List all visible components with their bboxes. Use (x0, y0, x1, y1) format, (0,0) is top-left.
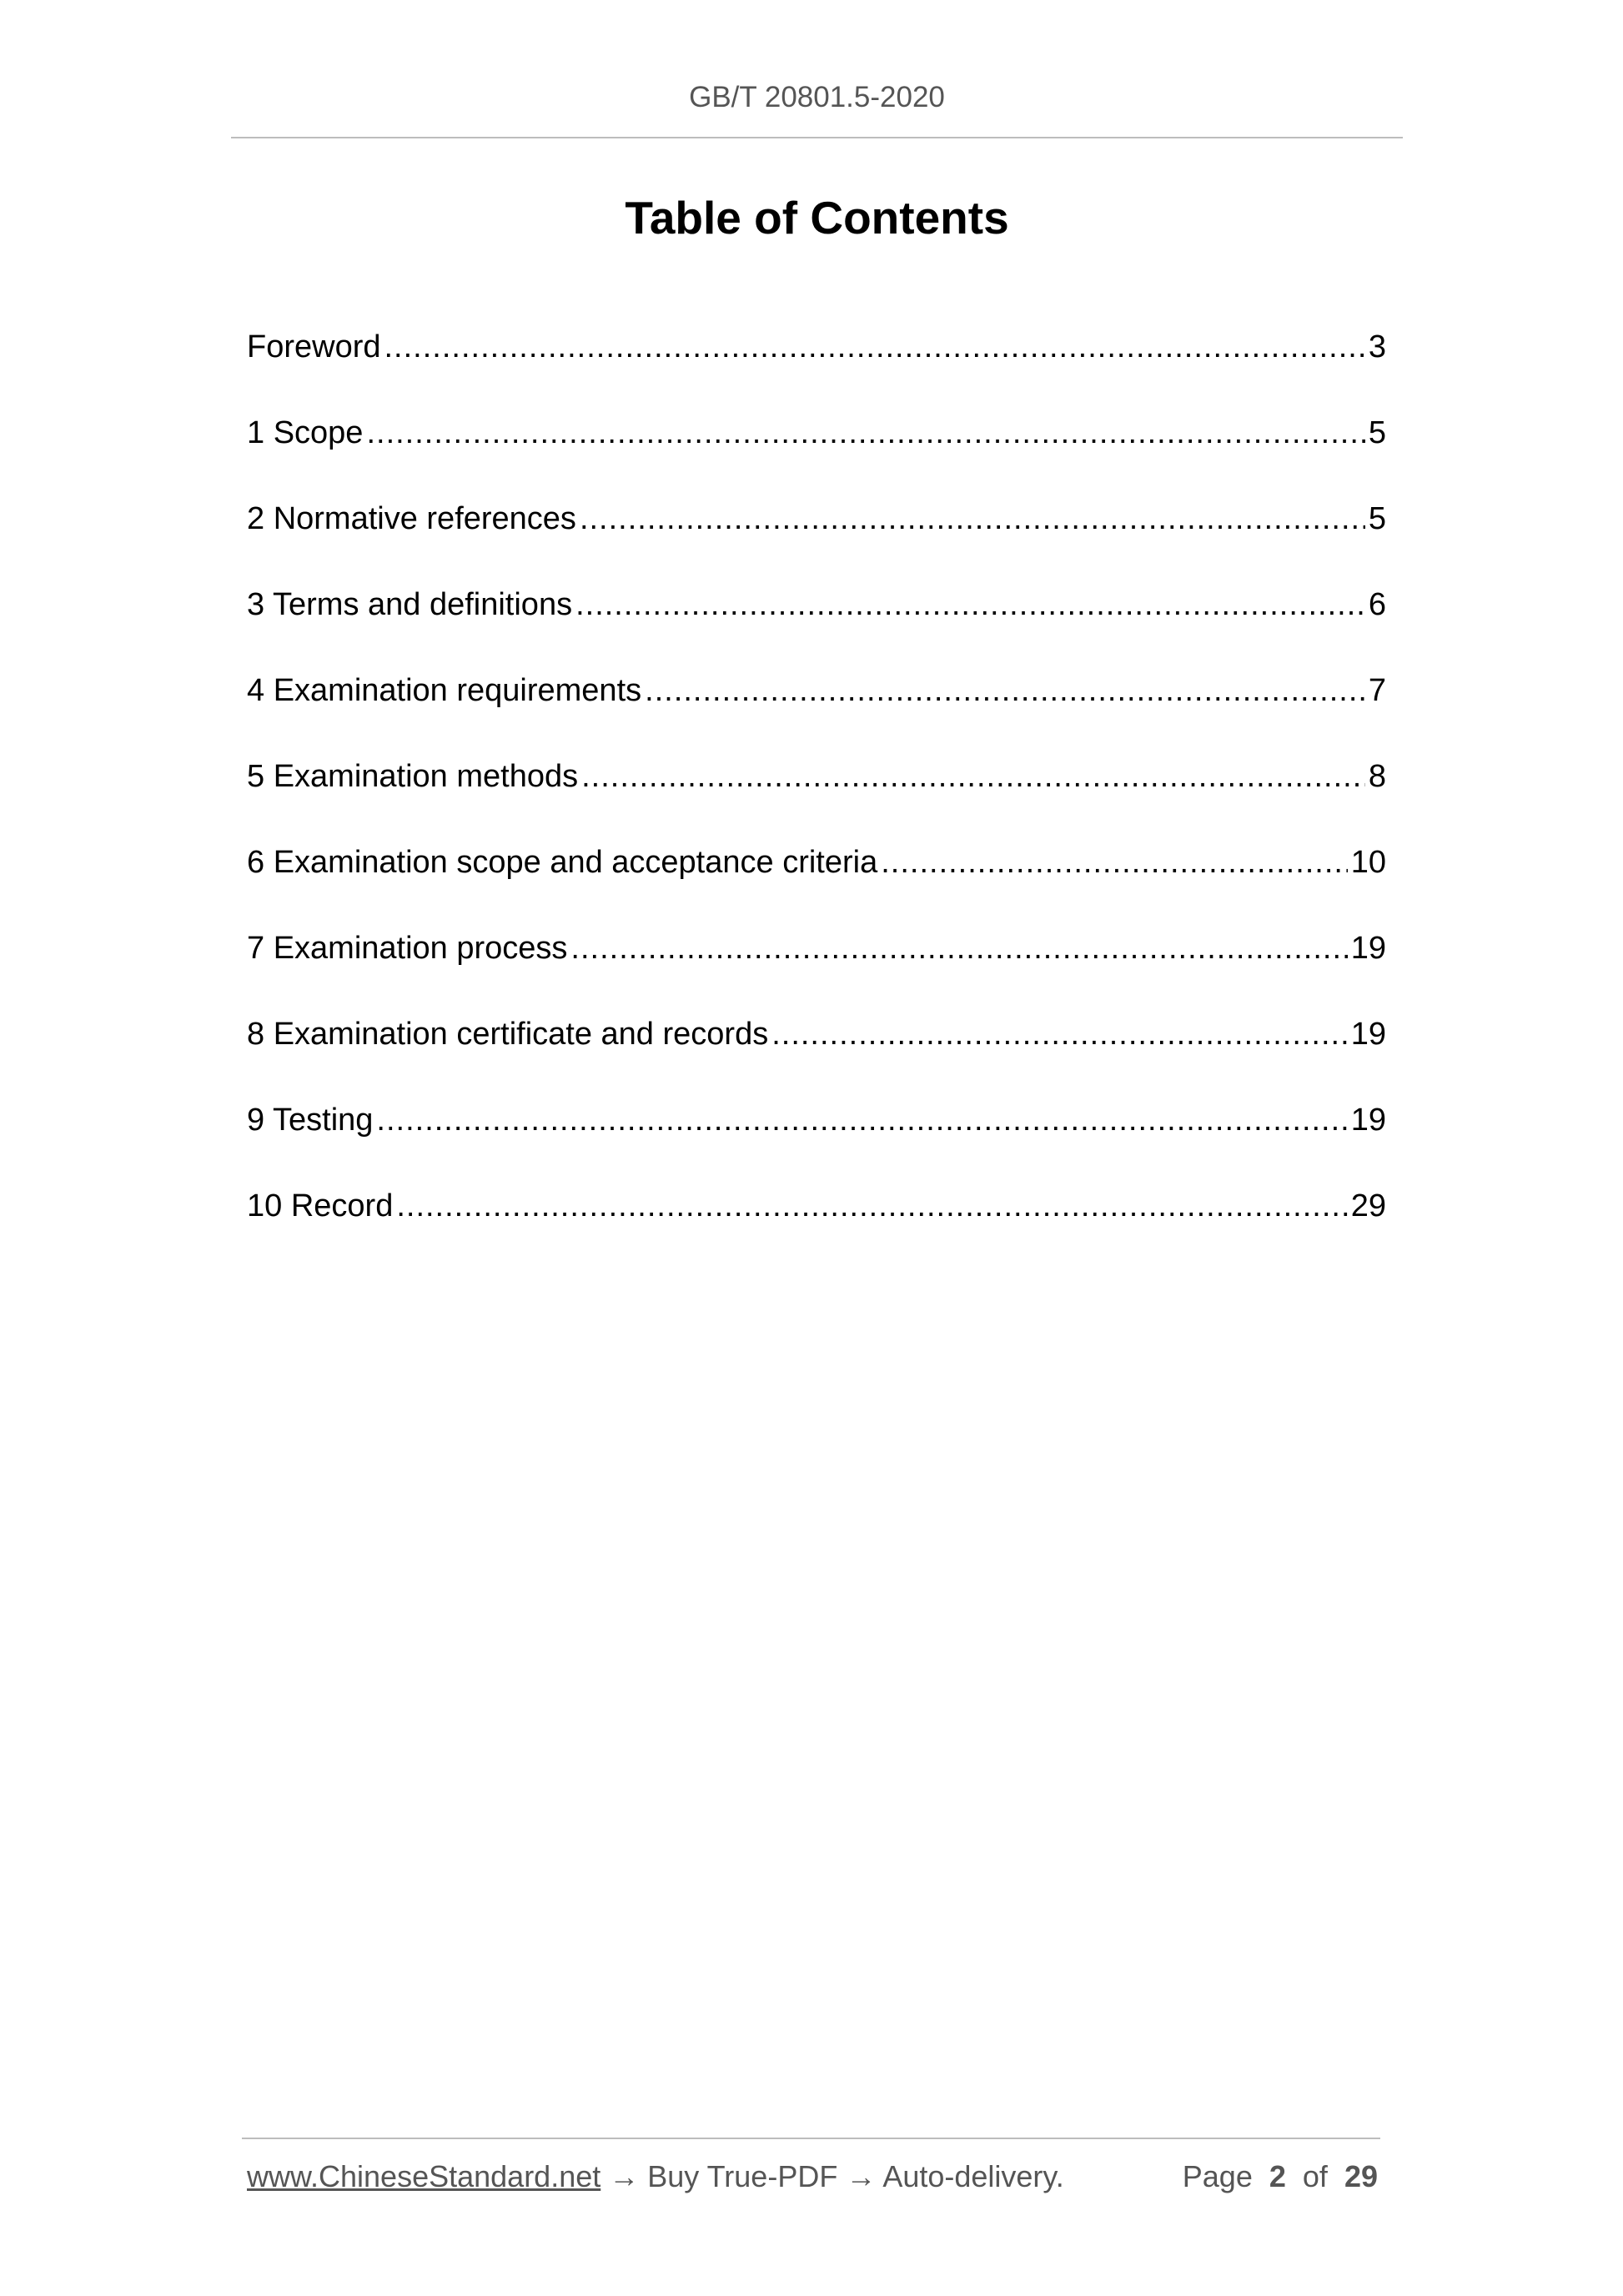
toc-entry-page: 19 (1350, 1103, 1386, 1138)
footer-promo-text: → Buy True-PDF → Auto-delivery. (600, 2159, 1064, 2193)
header-divider (231, 137, 1403, 138)
toc-entry-label: 9 Testing (247, 1103, 374, 1138)
page-word: Page (1182, 2159, 1253, 2193)
toc-entry-record[interactable] (247, 1181, 1386, 1267)
toc-entry-examination-process[interactable] (247, 923, 1386, 1009)
toc-entry-page: 7 (1368, 673, 1386, 708)
toc-entry-label: 2 Normative references (247, 501, 576, 536)
website-link[interactable]: www.ChineseStandard.net (247, 2159, 601, 2193)
toc-dot-leader (881, 837, 1348, 887)
toc-entry-label: 5 Examination methods (247, 759, 579, 794)
toc-entry-examination-methods[interactable] (247, 751, 1386, 837)
toc-dot-leader (581, 751, 1365, 801)
toc-dot-leader (645, 666, 1365, 716)
toc-dot-leader (771, 1009, 1348, 1059)
toc-entry-page: 10 (1350, 845, 1386, 880)
toc-entry-testing[interactable] (247, 1095, 1386, 1181)
page-footer (247, 2156, 1378, 2198)
table-of-contents (247, 322, 1386, 1267)
toc-entry-normative-references[interactable] (247, 494, 1386, 580)
toc-entry-label: 10 Record (247, 1188, 394, 1223)
toc-entry-examination-certificate[interactable] (247, 1009, 1386, 1095)
toc-entry-page: 19 (1350, 931, 1386, 966)
toc-entry-label: 8 Examination certificate and records (247, 1017, 769, 1052)
toc-entry-label: 6 Examination scope and acceptance criteria (247, 845, 878, 880)
toc-entry-page: 8 (1368, 759, 1386, 794)
toc-entry-label: Foreword (247, 329, 381, 364)
toc-dot-leader (366, 408, 1364, 458)
toc-dot-leader (580, 494, 1365, 544)
toc-entry-page: 29 (1350, 1188, 1386, 1223)
of-word: of (1302, 2159, 1328, 2193)
toc-entry-foreword[interactable] (247, 322, 1386, 408)
toc-dot-leader (575, 580, 1365, 630)
page-counter (1183, 2156, 1378, 2198)
toc-entry-page: 19 (1350, 1017, 1386, 1052)
toc-entry-scope[interactable] (247, 408, 1386, 494)
toc-entry-label: 4 Examination requirements (247, 673, 642, 708)
toc-dot-leader (396, 1181, 1347, 1231)
toc-entry-label: 7 Examination process (247, 931, 568, 966)
footer-promo (247, 2156, 1064, 2198)
toc-entry-examination-requirements[interactable] (247, 666, 1386, 751)
current-page-number: 2 (1269, 2159, 1286, 2193)
total-page-count: 29 (1344, 2159, 1378, 2193)
toc-entry-page: 3 (1368, 329, 1386, 364)
toc-entry-terms-and-definitions[interactable] (247, 580, 1386, 666)
toc-dot-leader (376, 1095, 1347, 1145)
toc-entry-examination-scope[interactable] (247, 837, 1386, 923)
footer-divider (242, 2138, 1380, 2139)
toc-dot-leader (384, 322, 1365, 372)
toc-entry-label: 1 Scope (247, 415, 364, 450)
toc-entry-label: 3 Terms and definitions (247, 587, 573, 622)
document-id-header: GB/T 20801.5-2020 (689, 81, 945, 113)
toc-entry-page: 5 (1368, 415, 1386, 450)
toc-entry-page: 5 (1368, 501, 1386, 536)
page-title: Table of Contents (625, 192, 1009, 244)
toc-entry-page: 6 (1368, 587, 1386, 622)
toc-dot-leader (570, 923, 1347, 973)
